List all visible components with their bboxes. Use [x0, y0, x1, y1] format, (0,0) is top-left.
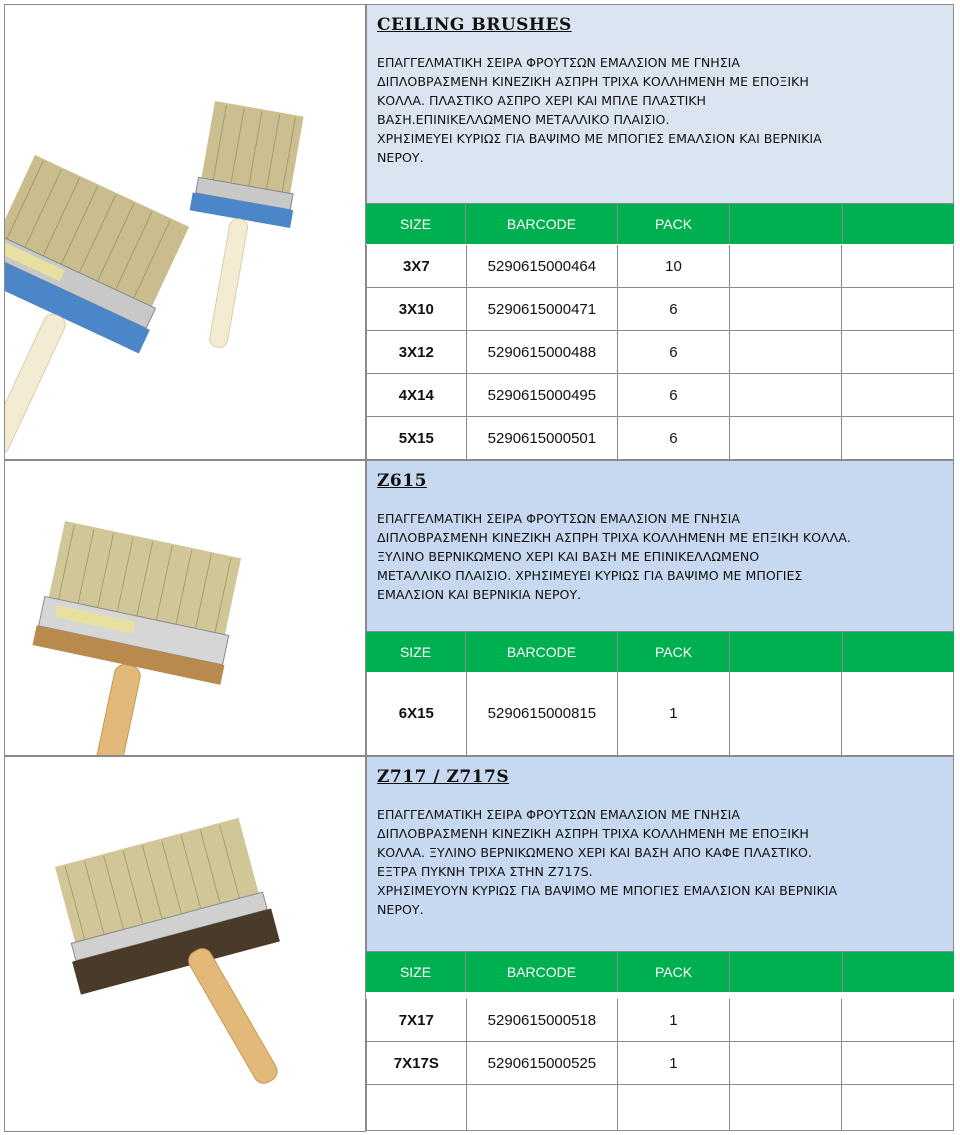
description-line: ΔΙΠΛΟΒΡΑΣΜΕΝΗ ΚΙΝΕΖΙΚΗ ΑΣΠΡΗ ΤΡΙΧΑ ΚΟΛΛΗΜΕΝΗ ΜΕ ΕΠΟΞΙΚΗ — [377, 74, 809, 89]
cell-size: 3X10 — [367, 288, 467, 330]
cell-empty — [730, 331, 843, 373]
cell-size: 3X12 — [367, 331, 467, 373]
header-pack: PACK — [618, 952, 730, 992]
table-row — [366, 288, 954, 331]
cell-pack: 6 — [618, 417, 730, 459]
cell-empty — [842, 417, 953, 459]
cell-barcode: 5290615000488 — [467, 331, 618, 373]
cell-size: 7X17 — [367, 999, 467, 1041]
cell-empty — [730, 245, 843, 287]
header-empty — [843, 204, 954, 244]
product-photo-cell-ceiling-brushes — [4, 4, 366, 460]
table-header — [366, 204, 954, 244]
cell-empty — [842, 1085, 953, 1130]
table-row — [366, 245, 954, 288]
cell-empty — [842, 374, 953, 416]
cell-empty — [730, 417, 843, 459]
cell-size: 3X7 — [367, 245, 467, 287]
description-line: ΞΥΛΙΝΟ ΒΕΡΝΙΚΩΜΕΝΟ ΧΕΡΙ ΚΑΙ ΒΑΣΗ ΜΕ ΕΠΙΝΙΚΕΛΛΩΜΕΝΟ — [377, 549, 760, 564]
cell-barcode: 5290615000815 — [467, 672, 618, 755]
cell-size: 4X14 — [367, 374, 467, 416]
header-size: SIZE — [366, 204, 466, 244]
description-text — [377, 509, 943, 604]
cell-empty — [842, 999, 953, 1041]
table-row — [366, 999, 954, 1042]
cell-empty — [842, 672, 953, 755]
table-header — [366, 952, 954, 992]
ceiling-brush-brown-base-photo — [5, 757, 365, 1131]
header-barcode: BARCODE — [466, 204, 618, 244]
header-empty — [730, 952, 843, 992]
header-empty — [730, 632, 843, 672]
description-line: ΜΕΤΑΛΛΙΚΟ ΠΛΑΙΣΙΟ. ΧΡΗΣΙΜΕΥΕΙ ΚΥΡΙΩΣ ΓΙΑ ΒΑΨΙΜΟ ΜΕ ΜΠΟΓΙΕΣ — [377, 568, 803, 583]
table-row — [366, 1085, 954, 1131]
cell-size: 5X15 — [367, 417, 467, 459]
cell-barcode: 5290615000464 — [467, 245, 618, 287]
header-barcode: BARCODE — [466, 632, 618, 672]
header-pack: PACK — [618, 632, 730, 672]
description-line: ΕΠΑΓΓΕΛΜΑΤΙΚΗ ΣΕΙΡΑ ΦΡΟΥΤΣΩΝ ΕΜΑΛΣΙΟΝ ΜΕ ΓΝΗΣΙΑ — [377, 55, 740, 70]
cell-barcode: 5290615000501 — [467, 417, 618, 459]
header-empty — [843, 952, 954, 992]
header-empty — [843, 632, 954, 672]
cell-empty — [467, 1085, 618, 1130]
description-line: ΝΕΡΟΥ. — [377, 150, 424, 165]
table-row — [366, 331, 954, 374]
description-ceiling-brushes — [366, 4, 954, 204]
description-line: ΧΡΗΣΙΜΕΥΕΙ ΚΥΡΙΩΣ ΓΙΑ ΒΑΨΙΜΟ ΜΕ ΜΠΟΓΙΕΣ ΕΜΑΛΣΙΟΝ ΚΑΙ ΒΕΡΝΙΚΙΑ — [377, 131, 822, 146]
description-line: ΕΜΑΛΣΙΟΝ ΚΑΙ ΒΕΡΝΙΚΙΑ ΝΕΡΟΥ. — [377, 587, 582, 602]
cell-barcode: 5290615000471 — [467, 288, 618, 330]
description-line: ΔΙΠΛΟΒΡΑΣΜΕΝΗ ΚΙΝΕΖΙΚΗ ΑΣΠΡΗ ΤΡΙΧΑ ΚΟΛΛΗΜΕΝΗ ΜΕ ΕΠΟΞΙΚΗ — [377, 826, 809, 841]
table-row — [366, 417, 954, 460]
cell-empty — [730, 1085, 843, 1130]
cell-empty — [730, 374, 843, 416]
cell-barcode: 5290615000495 — [467, 374, 618, 416]
description-text — [377, 53, 943, 167]
cell-pack: 6 — [618, 288, 730, 330]
description-line: ΕΠΑΓΓΕΛΜΑΤΙΚΗ ΣΕΙΡΑ ΦΡΟΥΤΣΩΝ ΕΜΑΛΣΙΟΝ ΜΕ ΓΝΗΣΙΑ — [377, 511, 740, 526]
table-header — [366, 632, 954, 672]
table-row — [366, 1042, 954, 1085]
description-line: ΧΡΗΣΙΜΕΥΟΥΝ ΚΥΡΙΩΣ ΓΙΑ ΒΑΨΙΜΟ ΜΕ ΜΠΟΓΙΕΣ ΕΜΑΛΣΙΟΝ ΚΑΙ ΒΕΡΝΙΚΙΑ — [377, 883, 838, 898]
table-row — [366, 672, 954, 756]
product-photo-cell-z717 — [4, 756, 366, 1132]
description-line: ΔΙΠΛΟΒΡΑΣΜΕΝΗ ΚΙΝΕΖΙΚΗ ΑΣΠΡΗ ΤΡΙΧΑ ΚΟΛΛΗΜΕΝΗ ΜΕ ΕΠΞΙΚΗ ΚΟΛΛΑ. — [377, 530, 851, 545]
cell-pack: 1 — [618, 1042, 730, 1084]
cell-empty — [618, 1085, 730, 1130]
cell-pack: 6 — [618, 374, 730, 416]
section-title: Z717 / Z717S — [377, 767, 510, 787]
cell-empty — [842, 331, 953, 373]
description-line: ΕΞΤΡΑ ΠΥΚΝΗ ΤΡΙΧΑ ΣΤΗΝ Z717S. — [377, 864, 593, 879]
cell-pack: 10 — [618, 245, 730, 287]
description-line: ΒΑΣΗ.ΕΠΙΝΙΚΕΛΛΩΜΕΝΟ ΜΕΤΑΛΛΙΚΟ ΠΛΑΙΣΙΟ. — [377, 112, 670, 127]
cell-barcode: 5290615000525 — [467, 1042, 618, 1084]
description-z717 — [366, 756, 954, 952]
cell-barcode: 5290615000518 — [467, 999, 618, 1041]
description-line: ΝΕΡΟΥ. — [377, 902, 424, 917]
header-pack: PACK — [618, 204, 730, 244]
cell-pack: 1 — [618, 672, 730, 755]
cell-empty — [730, 672, 843, 755]
header-size: SIZE — [366, 952, 466, 992]
description-line: ΚΟΛΛΑ. ΞΥΛΙΝΟ ΒΕΡΝΙΚΩΜΕΝΟ ΧΕΡΙ ΚΑΙ ΒΑΣΗ ΑΠΟ ΚΑΦΕ ΠΛΑΣΤΙΚΟ. — [377, 845, 812, 860]
description-line: ΕΠΑΓΓΕΛΜΑΤΙΚΗ ΣΕΙΡΑ ΦΡΟΥΤΣΩΝ ΕΜΑΛΣΙΟΝ ΜΕ ΓΝΗΣΙΑ — [377, 807, 740, 822]
cell-size: 6X15 — [367, 672, 467, 755]
table-row — [366, 374, 954, 417]
cell-pack: 1 — [618, 999, 730, 1041]
cell-empty — [842, 1042, 953, 1084]
description-z615 — [366, 460, 954, 632]
ceiling-brush-blue-base-photo — [5, 5, 365, 459]
cell-empty — [842, 245, 953, 287]
cell-empty — [730, 1042, 843, 1084]
header-barcode: BARCODE — [466, 952, 618, 992]
cell-size: 7X17S — [367, 1042, 467, 1084]
ceiling-brush-wood-photo — [5, 461, 365, 755]
description-line: ΚΟΛΛΑ. ΠΛΑΣΤΙΚΟ ΑΣΠΡΟ ΧΕΡΙ ΚΑΙ ΜΠΛΕ ΠΛΑΣΤΙΚΗ — [377, 93, 707, 108]
section-title: CEILING BRUSHES — [377, 15, 572, 35]
cell-pack: 6 — [618, 331, 730, 373]
description-text — [377, 805, 943, 919]
cell-empty — [842, 288, 953, 330]
product-photo-cell-z615 — [4, 460, 366, 756]
header-size: SIZE — [366, 632, 466, 672]
header-empty — [730, 204, 843, 244]
cell-empty — [730, 999, 843, 1041]
cell-empty — [367, 1085, 467, 1130]
cell-empty — [730, 288, 843, 330]
section-title: Z615 — [377, 471, 427, 491]
